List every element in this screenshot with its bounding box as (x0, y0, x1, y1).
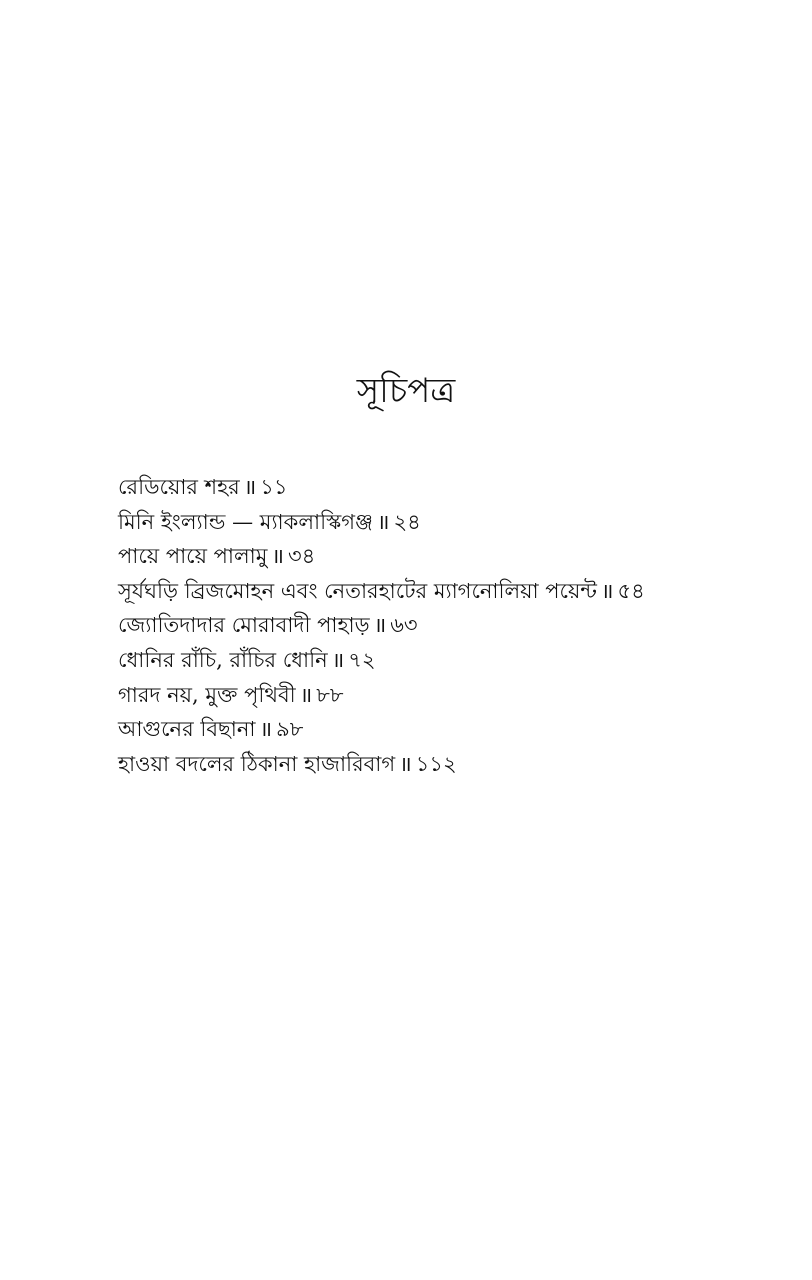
toc-separator: ॥ (373, 613, 387, 638)
toc-entry (118, 505, 778, 540)
toc-page-number: ৫৪ (617, 578, 645, 603)
toc-separator: ॥ (243, 475, 257, 499)
toc-separator: ॥ (331, 647, 345, 672)
toc-entry (118, 678, 778, 713)
toc-page-number: ১১ (260, 475, 288, 499)
toc-page-number: ১১২ (415, 751, 457, 776)
toc-entry-title: ধোনির রাঁচি, রাঁচির ধোনি (118, 647, 328, 672)
toc-separator: ॥ (271, 544, 284, 569)
toc-page-number: ৩৪ (288, 544, 316, 569)
toc-entry-title: রেডিয়োর শহর (118, 475, 240, 499)
toc-entry-title: মিনি ইংল্যান্ড — ম্যাকলাস্কিগঞ্জ (118, 509, 373, 534)
toc-entry (118, 470, 778, 505)
page-title: সূচিপত্র (356, 370, 456, 411)
toc-entry (118, 574, 778, 609)
toc-entry (118, 539, 778, 574)
toc-separator: ॥ (399, 751, 412, 776)
toc-entry (118, 643, 778, 678)
toc-entry-title: জ্যোতিদাদার মোরাবাদী পাহাড় (118, 613, 370, 638)
toc-page-number: ৭২ (348, 647, 376, 672)
toc-entry-title: সূর্যঘড়ি ব্রিজমোহন এবং নেতারহাটের ম্যাগনোলিয়া পয়েন্ট (118, 578, 597, 603)
toc-entry-title: আগুনের বিছানা (118, 717, 256, 742)
toc-separator: ॥ (299, 682, 313, 707)
toc-separator: ॥ (259, 717, 273, 742)
toc-entry (118, 712, 778, 747)
toc-page-number: ২৪ (393, 509, 421, 534)
toc-entry (118, 608, 778, 643)
toc-page-number: ৯৮ (276, 717, 304, 742)
toc-separator: ॥ (600, 578, 614, 603)
toc-entry-title: গারদ নয়, মুক্ত পৃথিবী (118, 682, 296, 707)
toc-separator: ॥ (376, 509, 390, 534)
toc-entry-title: পায়ে পায়ে পালামু (118, 544, 268, 569)
toc-page-number: ৬৩ (390, 613, 418, 638)
toc-entry (118, 747, 778, 782)
table-of-contents (118, 470, 778, 781)
toc-page-number: ৮৮ (316, 682, 344, 707)
toc-entry-title: হাওয়া বদলের ঠিকানা হাজারিবাগ (118, 751, 396, 776)
